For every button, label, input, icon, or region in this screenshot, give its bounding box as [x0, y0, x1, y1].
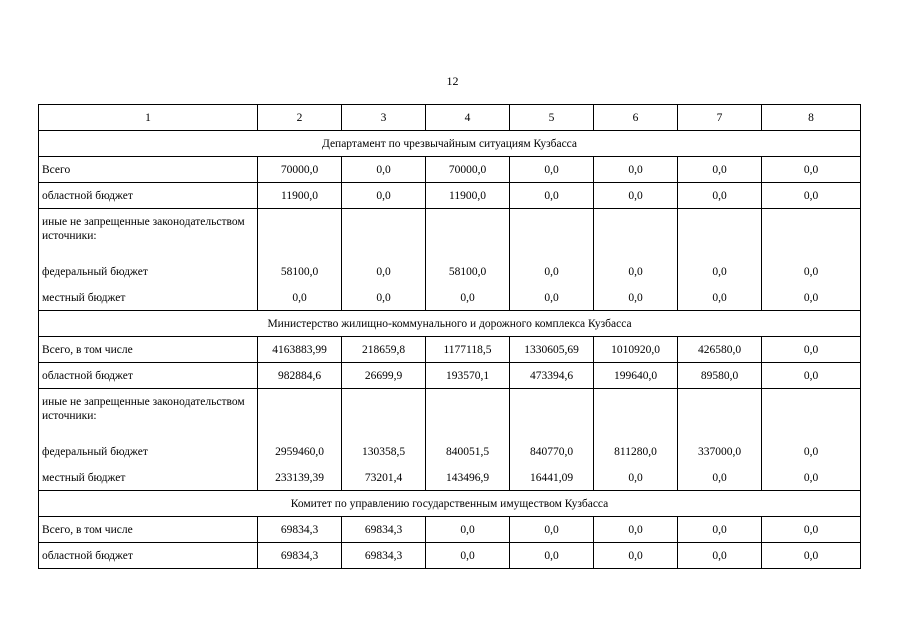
table-cell: 982884,6 [258, 363, 342, 389]
table-cell: 1010920,0 [594, 337, 678, 363]
header-cell: 5 [510, 105, 594, 131]
table-cell [510, 209, 594, 260]
header-cell: 1 [39, 105, 258, 131]
table-cell: 11900,0 [258, 183, 342, 209]
table-cell: 0,0 [342, 183, 426, 209]
header-row [39, 105, 861, 131]
row-label: местный бюджет [39, 465, 258, 491]
table-cell: 0,0 [510, 157, 594, 183]
table-cell [426, 389, 510, 440]
section-title: Министерство жилищно-коммунального и дорожного комплекса Кузбасса [39, 311, 861, 337]
table-cell: 143496,9 [426, 465, 510, 491]
table-cell: 0,0 [678, 259, 762, 285]
table-cell: 0,0 [594, 517, 678, 543]
table-cell [762, 389, 861, 440]
row-label: областной бюджет [39, 363, 258, 389]
header-cell: 4 [426, 105, 510, 131]
table-cell [594, 389, 678, 440]
table-row [39, 285, 861, 311]
row-label: Всего, в том числе [39, 337, 258, 363]
table-cell: 69834,3 [342, 517, 426, 543]
table-cell: 70000,0 [258, 157, 342, 183]
table-cell: 1330605,69 [510, 337, 594, 363]
table-cell: 0,0 [762, 337, 861, 363]
table-cell: 58100,0 [426, 259, 510, 285]
table-cell [762, 209, 861, 260]
table-cell [426, 209, 510, 260]
table-cell: 0,0 [762, 439, 861, 465]
table-cell: 0,0 [510, 259, 594, 285]
other-sources-row [39, 389, 861, 440]
table-cell: 0,0 [762, 517, 861, 543]
table-cell: 0,0 [342, 259, 426, 285]
table-cell: 473394,6 [510, 363, 594, 389]
table-cell: 0,0 [594, 465, 678, 491]
table-cell: 0,0 [678, 183, 762, 209]
table-row [39, 363, 861, 389]
table-cell: 2959460,0 [258, 439, 342, 465]
table-cell: 130358,5 [342, 439, 426, 465]
table-cell: 70000,0 [426, 157, 510, 183]
table-cell: 0,0 [678, 157, 762, 183]
table-cell: 199640,0 [594, 363, 678, 389]
row-label: местный бюджет [39, 285, 258, 311]
table-cell: 11900,0 [426, 183, 510, 209]
header-cell: 3 [342, 105, 426, 131]
header-cell: 2 [258, 105, 342, 131]
table-cell: 4163883,99 [258, 337, 342, 363]
table-cell: 233139,39 [258, 465, 342, 491]
table-cell: 0,0 [510, 183, 594, 209]
table-cell: 0,0 [594, 259, 678, 285]
table-cell: 16441,09 [510, 465, 594, 491]
row-label: областной бюджет [39, 183, 258, 209]
table-cell [342, 389, 426, 440]
table-cell: 0,0 [678, 517, 762, 543]
page-number: 12 [446, 74, 459, 88]
table-cell: 0,0 [594, 157, 678, 183]
table-cell: 0,0 [678, 465, 762, 491]
table-cell [678, 389, 762, 440]
table-cell: 840051,5 [426, 439, 510, 465]
table-cell: 89580,0 [678, 363, 762, 389]
table-cell: 0,0 [762, 465, 861, 491]
header-cell: 8 [762, 105, 861, 131]
table-cell: 0,0 [258, 285, 342, 311]
table-cell: 0,0 [510, 543, 594, 569]
section-title-row [39, 131, 861, 157]
table-cell [342, 209, 426, 260]
table-cell: 0,0 [426, 543, 510, 569]
table-cell: 0,0 [762, 183, 861, 209]
table-cell: 0,0 [762, 259, 861, 285]
table-cell: 0,0 [426, 285, 510, 311]
table-cell: 0,0 [594, 543, 678, 569]
section-title: Комитет по управлению государственным имуществом Кузбасса [39, 491, 861, 517]
table-cell [678, 209, 762, 260]
table-cell: 73201,4 [342, 465, 426, 491]
table-cell: 69834,3 [342, 543, 426, 569]
table-row [39, 465, 861, 491]
table-cell: 26699,9 [342, 363, 426, 389]
table-row [39, 543, 861, 569]
table-cell: 811280,0 [594, 439, 678, 465]
table-cell: 0,0 [678, 543, 762, 569]
budget-table [38, 104, 861, 569]
row-label: Всего, в том числе [39, 517, 258, 543]
table-row [39, 439, 861, 465]
table-cell: 0,0 [678, 285, 762, 311]
section-title-row [39, 491, 861, 517]
row-label: федеральный бюджет [39, 439, 258, 465]
table-cell: 0,0 [594, 285, 678, 311]
table-cell: 0,0 [594, 183, 678, 209]
table-cell [594, 209, 678, 260]
table-cell [258, 389, 342, 440]
table-cell: 0,0 [342, 285, 426, 311]
table-cell: 69834,3 [258, 543, 342, 569]
table-row [39, 259, 861, 285]
table-cell: 193570,1 [426, 363, 510, 389]
table-cell: 0,0 [510, 285, 594, 311]
table-row [39, 337, 861, 363]
table-cell: 840770,0 [510, 439, 594, 465]
table-cell [258, 209, 342, 260]
table-cell: 426580,0 [678, 337, 762, 363]
row-label: федеральный бюджет [39, 259, 258, 285]
row-label: Всего [39, 157, 258, 183]
table-cell: 0,0 [510, 517, 594, 543]
table-cell: 0,0 [762, 285, 861, 311]
section-title-row [39, 311, 861, 337]
table-cell: 1177118,5 [426, 337, 510, 363]
table-cell: 69834,3 [258, 517, 342, 543]
other-sources-row [39, 209, 861, 260]
table-cell: 337000,0 [678, 439, 762, 465]
section-title: Департамент по чрезвычайным ситуациям Кузбасса [39, 131, 861, 157]
header-cell: 6 [594, 105, 678, 131]
table-cell: 0,0 [426, 517, 510, 543]
table-cell: 0,0 [762, 363, 861, 389]
table-row [39, 157, 861, 183]
other-sources-label: иные не запрещенные законодательством источники: [39, 209, 258, 260]
row-label: областной бюджет [39, 543, 258, 569]
table-cell: 0,0 [762, 543, 861, 569]
table-cell [510, 389, 594, 440]
table-cell: 58100,0 [258, 259, 342, 285]
table-cell: 0,0 [762, 157, 861, 183]
table-cell: 218659,8 [342, 337, 426, 363]
table-row [39, 183, 861, 209]
other-sources-label: иные не запрещенные законодательством источники: [39, 389, 258, 440]
table-cell: 0,0 [342, 157, 426, 183]
header-cell: 7 [678, 105, 762, 131]
table-row [39, 517, 861, 543]
